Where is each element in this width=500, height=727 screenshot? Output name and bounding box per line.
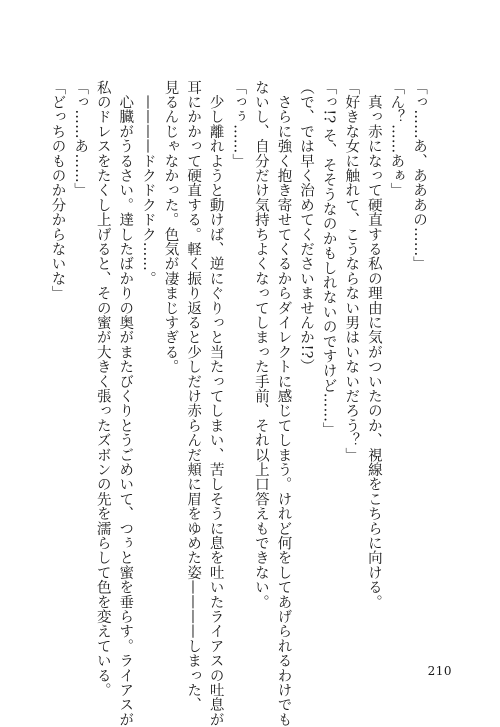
text-line: 耳にかかって硬直する。軽く振り返ると少しだけ赤らんだ頬に眉をゆめた姿————しまった、 — [185, 80, 202, 713]
text-line: （で、では早く治めてくださいませんか!?） — [298, 80, 315, 374]
text-line: 「ん？……あぁ」 — [388, 80, 405, 198]
text-line: 「好きな女に触れて、こうならない男はいないだろう？」 — [343, 80, 360, 463]
text-line: ————ドクドクドク……。 — [139, 80, 156, 286]
text-line: 少し離れようと動けば、逆にぐりっと当たってしまい、苦しそうに息を吐いたライアスの吐息が — [207, 80, 224, 727]
text-line: 真っ赤になって硬直する私の理由に気がついたのか、視線をこちらに向ける。 — [365, 80, 382, 610]
text-line: 「どっちのものか分からないな」 — [49, 80, 66, 301]
text-line: 見るんじゃなかった。色気が凄まじすぎる。 — [162, 80, 179, 374]
text-line: 「っ……あ……」 — [72, 80, 89, 198]
text-line: 「っ!? そ、そそうなのかもしれないのですけど……」 — [320, 80, 337, 437]
text-line: 私のドレスをたくし上げると、その蜜が大きく張ったズボンの先を濡らして色を変えている。 — [94, 80, 111, 698]
text-line: 「っぅ……」 — [230, 80, 247, 169]
page-number: 210 — [427, 664, 452, 678]
text-line: さらに強く抱き寄せてくるからダイレクトに感じてしまう。けれど何をしてあげられるわけでも — [275, 80, 292, 727]
body-text — [46, 80, 430, 727]
text-line: ないし、自分だけ気持ちよくなってしまった手前、それ以上口答えもできない。 — [252, 80, 269, 610]
text-line: 心臓がうるさい。達したばかりの奥がまたびくりとうごめいて、つぅと蜜を垂らす。ライアスが — [117, 80, 134, 727]
text-line: 「っ……あ、あああの……」 — [411, 80, 427, 272]
